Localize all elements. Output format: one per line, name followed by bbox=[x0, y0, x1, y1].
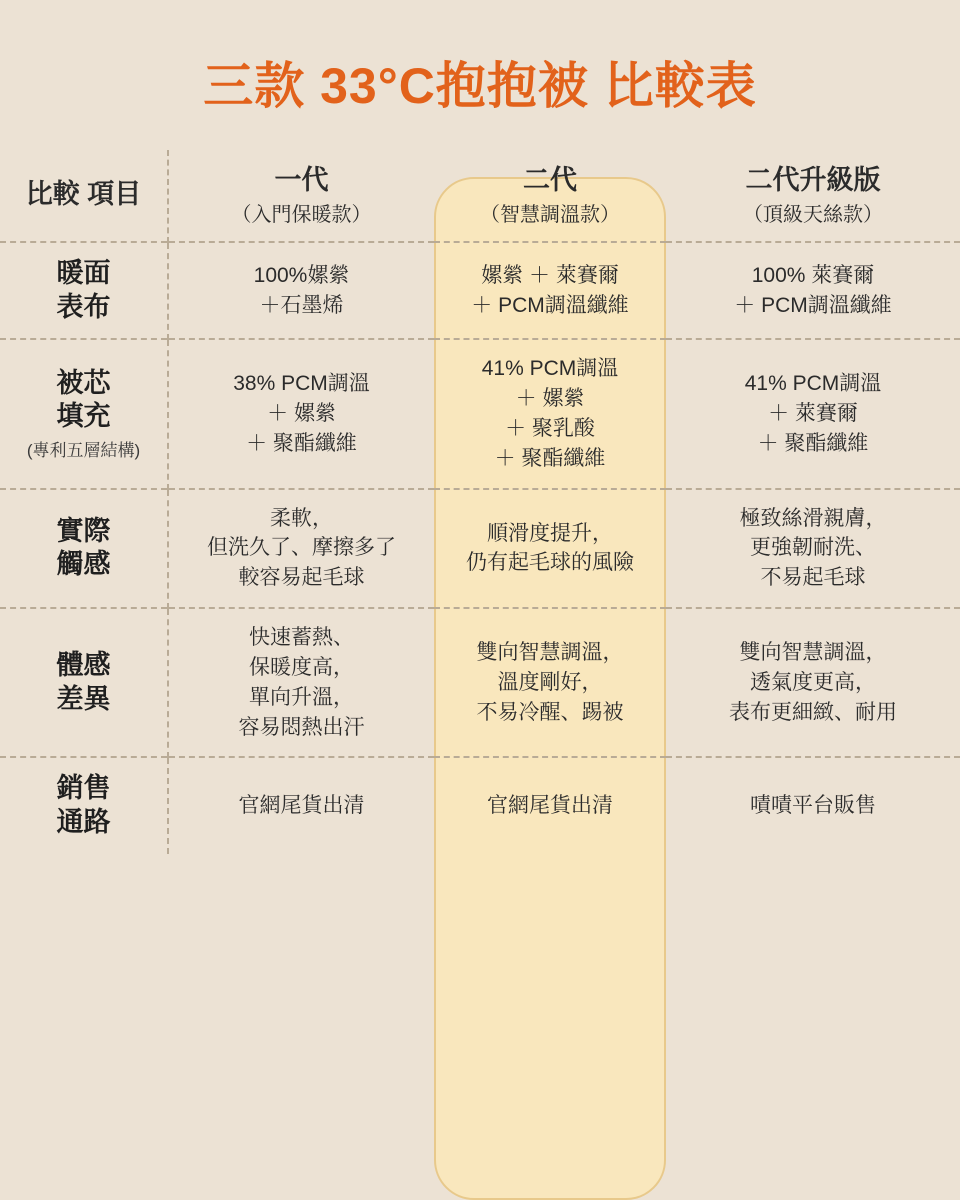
corner-label-line2: 項目 bbox=[87, 179, 142, 210]
table-row bbox=[0, 242, 960, 340]
cell-text: 100% 萊賽爾 bbox=[751, 263, 875, 287]
cell-channel-gen1 bbox=[168, 757, 434, 854]
cell-text: 更強韌耐洗、 bbox=[750, 536, 876, 560]
cell-text: 100%嫘縈 bbox=[253, 263, 350, 287]
table-row bbox=[0, 339, 960, 488]
cell-fabric-gen2 bbox=[434, 242, 666, 340]
cell-text: 單向升溫， bbox=[249, 685, 354, 709]
row-label-filling-line1: 被芯 bbox=[56, 367, 111, 398]
row-label-touch-line2: 觸感 bbox=[56, 549, 111, 580]
column-header-gen2 bbox=[434, 150, 666, 242]
row-label-channel-line1: 銷售 bbox=[56, 773, 111, 804]
table-row bbox=[0, 757, 960, 854]
column-header-gen1 bbox=[168, 150, 434, 242]
cell-text: 41% PCM調溫 bbox=[744, 372, 882, 396]
cell-text: ＋ 聚酯纖維 bbox=[246, 431, 357, 455]
cell-touch-gen2plus bbox=[666, 489, 960, 608]
table-row bbox=[0, 608, 960, 757]
page-title: 三款 33°C抱抱被 比較表 bbox=[203, 58, 757, 114]
cell-channel-gen2 bbox=[434, 757, 666, 854]
cell-text: 不易冷醒、踢被 bbox=[476, 700, 624, 724]
row-label-touch-line1: 實際 bbox=[56, 515, 111, 546]
cell-text: 順滑度提升， bbox=[487, 521, 613, 545]
cell-text: 嘖嘖平台販售 bbox=[750, 794, 876, 818]
cell-feel-gen2plus bbox=[666, 608, 960, 757]
cell-touch-gen2 bbox=[434, 489, 666, 608]
cell-feel-gen1 bbox=[168, 608, 434, 757]
cell-fabric-gen1 bbox=[168, 242, 434, 340]
cell-text: 嫘縈 ＋ 萊賽爾 bbox=[481, 263, 619, 287]
cell-text: ＋ 聚乳酸 bbox=[505, 417, 595, 441]
comparison-table bbox=[0, 150, 960, 854]
row-label-filling-note: (專利五層結構) bbox=[26, 441, 141, 461]
row-label-feel-line2: 差異 bbox=[56, 683, 111, 714]
row-label-feel-line1: 體感 bbox=[56, 649, 111, 680]
cell-text: ＋ 嫘縈 bbox=[267, 402, 336, 426]
cell-text: 雙向智慧調溫， bbox=[739, 640, 887, 664]
column-header-gen2-subtitle: （智慧調溫款） bbox=[480, 203, 620, 226]
cell-channel-gen2plus bbox=[666, 757, 960, 854]
cell-text: 容易悶熱出汗 bbox=[238, 715, 365, 739]
cell-touch-gen1 bbox=[168, 489, 434, 608]
row-label-feel bbox=[0, 608, 168, 757]
cell-text: 柔軟， bbox=[270, 506, 333, 530]
row-label-filling-line2: 填充 bbox=[56, 401, 111, 432]
cell-text: 透氣度更高， bbox=[750, 670, 876, 694]
cell-fabric-gen2plus bbox=[666, 242, 960, 340]
column-header-gen1-subtitle: （入門保暖款） bbox=[231, 203, 372, 226]
row-label-fabric-line2: 表布 bbox=[56, 291, 111, 322]
column-header-gen1-name: 一代 bbox=[274, 164, 329, 195]
cell-text: 保暖度高， bbox=[249, 655, 354, 679]
cell-text: 但洗久了、摩擦多了 bbox=[207, 536, 396, 560]
cell-filling-gen1 bbox=[168, 339, 434, 488]
cell-text: 表布更細緻、耐用 bbox=[729, 700, 897, 724]
row-label-fabric-line1: 暖面 bbox=[56, 257, 111, 288]
cell-text: 不易起毛球 bbox=[760, 566, 866, 590]
cell-text: ＋ 聚酯纖維 bbox=[494, 446, 606, 470]
row-label-fabric bbox=[0, 242, 168, 340]
cell-text: ＋ 嫘縈 bbox=[515, 387, 585, 411]
column-header-gen2-name: 二代 bbox=[523, 164, 577, 195]
row-label-channel bbox=[0, 757, 168, 854]
cell-text: 官網尾貨出清 bbox=[487, 794, 613, 818]
cell-text: 41% PCM調溫 bbox=[481, 357, 619, 381]
cell-text: 仍有起毛球的風險 bbox=[466, 551, 634, 575]
cell-text: ＋ PCM調溫纖維 bbox=[471, 293, 629, 317]
cell-text: 快速蓄熱、 bbox=[249, 626, 354, 650]
cell-text: 極致絲滑親膚， bbox=[739, 506, 887, 530]
table-header-row bbox=[0, 150, 960, 242]
cell-text: ＋石墨烯 bbox=[259, 293, 344, 317]
cell-text: 較容易起毛球 bbox=[238, 566, 365, 590]
column-header-gen2plus bbox=[666, 150, 960, 242]
cell-text: 官網尾貨出清 bbox=[238, 794, 365, 818]
cell-text: 38% PCM調溫 bbox=[233, 372, 370, 396]
cell-text: ＋ 聚酯纖維 bbox=[757, 431, 869, 455]
row-label-channel-line2: 通路 bbox=[56, 807, 111, 838]
cell-feel-gen2 bbox=[434, 608, 666, 757]
cell-filling-gen2 bbox=[434, 339, 666, 488]
column-header-gen2plus-subtitle: （頂級天絲款） bbox=[743, 203, 883, 226]
column-header-gen2plus-name: 二代升級版 bbox=[745, 164, 881, 195]
cell-text: 溫度剛好， bbox=[497, 670, 603, 694]
row-label-filling bbox=[0, 339, 168, 488]
cell-text: ＋ 萊賽爾 bbox=[768, 402, 858, 426]
corner-label-line1: 比較 bbox=[25, 179, 80, 210]
row-label-touch bbox=[0, 489, 168, 608]
table-row bbox=[0, 489, 960, 608]
cell-filling-gen2plus bbox=[666, 339, 960, 488]
cell-text: 雙向智慧調溫， bbox=[476, 640, 624, 664]
cell-text: ＋ PCM調溫纖維 bbox=[734, 293, 892, 317]
corner-label bbox=[0, 150, 168, 242]
